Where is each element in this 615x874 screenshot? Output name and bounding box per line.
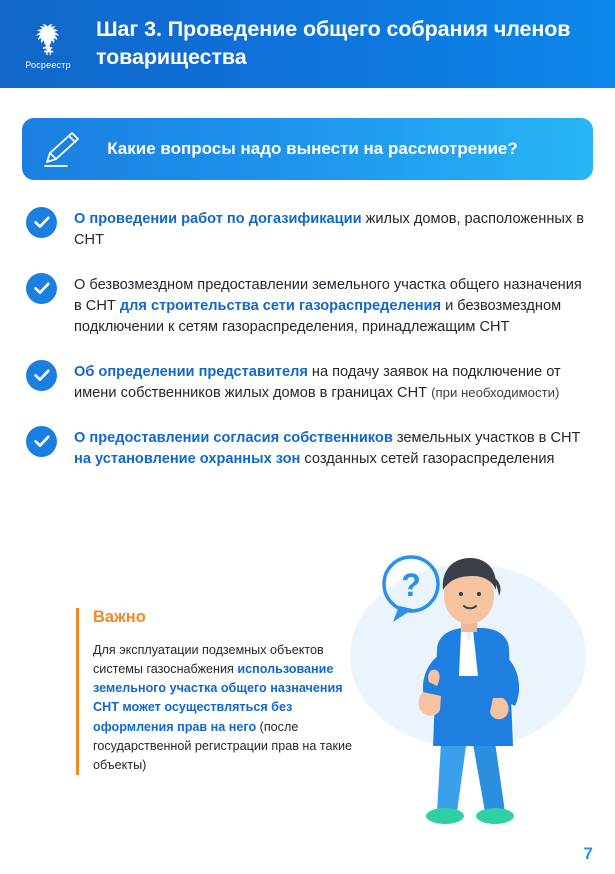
double-headed-eagle-icon: [27, 23, 69, 57]
svg-text:?: ?: [401, 567, 421, 603]
q2-part2: для строительства сети газораспределения: [119, 298, 442, 314]
list-item-text: [74, 359, 589, 404]
q4-part3: на установление охранных зон: [74, 451, 305, 467]
q4-part4: созданных сетей газораспределения: [304, 451, 555, 467]
important-part1: Для эксплуатации подземных объектов системы газоснабжения: [93, 643, 324, 677]
q3-part3: (при необходимости): [431, 385, 560, 400]
pen-icon: [22, 129, 106, 169]
list-item-text: [74, 425, 589, 470]
list-item-text: [74, 272, 589, 338]
page-header: [0, 0, 615, 88]
q2-part1: О безвозмездном предоставлении земельного участка общего назначения в СНТ: [74, 277, 582, 314]
q1-part1: О проведении работ по догазификации: [74, 211, 366, 227]
important-note: [76, 608, 363, 775]
q4-part2: земельных участков в СНТ: [396, 430, 581, 446]
q3-part1: Об определении представителя: [74, 364, 312, 380]
person-with-question-bubble-illustration: [333, 546, 591, 836]
q4-part1: О предоставлении согласия собственников: [74, 430, 397, 446]
q1-part2: жилых домов, расположенных в СНТ: [74, 211, 585, 248]
question-banner: [22, 118, 593, 180]
list-item: [26, 359, 589, 404]
important-part3: (после государственной регистрации прав на такие объекты): [93, 719, 353, 772]
q3-part2: на подачу заявок на подключение от имени собственников жилых домов в границах СНТ: [74, 364, 561, 401]
page-title: Шаг 3. Проведение общего собрания членов товарищества: [96, 17, 571, 69]
list-item: [26, 272, 589, 338]
important-part2: использование земельного участка общего назначения СНТ может осуществляться без оформления прав на него: [93, 662, 343, 734]
important-body: [93, 641, 363, 775]
rosreestr-logo: [0, 19, 96, 70]
list-item-text: [74, 206, 589, 251]
check-icon: [26, 360, 57, 391]
check-icon: [26, 207, 57, 238]
banner-title: Какие вопросы надо вынести на рассмотрение?: [107, 138, 518, 158]
important-title: Важно: [93, 608, 146, 626]
list-item: [26, 206, 589, 251]
q2-part3: и безвозмездном подключении к сетям газораспределения, принадлежащим СНТ: [74, 298, 562, 335]
check-icon: [26, 273, 57, 304]
list-item: [26, 425, 589, 470]
questions-list: [26, 206, 589, 470]
logo-label: Росреестр: [25, 59, 71, 70]
page-number: 7: [583, 844, 593, 863]
check-icon: [26, 426, 57, 457]
